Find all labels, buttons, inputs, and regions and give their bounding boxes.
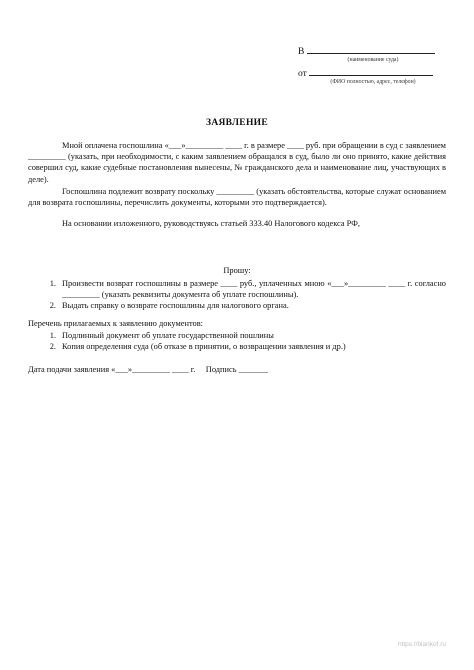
attachment-item bbox=[28, 330, 446, 341]
attachments-list bbox=[28, 330, 446, 352]
signature-date-line: Дата подачи заявления «___»_________ ____ г. Подпись _______ bbox=[28, 365, 268, 374]
sender-note: (ФИО полностью, адрес, телефон) bbox=[330, 79, 416, 85]
sender-line bbox=[298, 67, 438, 79]
paragraph-grounds: Госпошлина подлежит возврату поскольку _________ (указать обстоятельства, которые служат основанием для возврата госпошлины, перечислить документы, которыми это подтверждается). bbox=[28, 187, 446, 208]
addressee-label: В bbox=[298, 47, 305, 57]
request-item-text: Произвести возврат госпошлины в размере ____ руб., уплаченных мною «___»_________ ____ г. согласно _________ (указать реквизиты документа об уплате госпошлины). bbox=[62, 279, 446, 300]
addressee-line bbox=[298, 45, 438, 57]
attachment-item-number: 2. bbox=[49, 342, 56, 352]
attachment-item bbox=[28, 341, 446, 352]
request-heading: Прошу: bbox=[223, 266, 251, 275]
attachments-heading: Перечень прилагаемых к заявлению документов: bbox=[28, 319, 203, 328]
sender-blank bbox=[309, 67, 433, 76]
addressee-blank bbox=[307, 45, 435, 54]
request-list bbox=[28, 278, 446, 312]
attachment-item-text: Подлинный документ об уплате государственной пошлины bbox=[62, 331, 274, 340]
request-item-number: 1. bbox=[49, 279, 56, 288]
paragraph-legal-basis: На основании изложенного, руководствуясь статьей 333.40 Налогового кодекса РФ, bbox=[62, 219, 360, 228]
request-item bbox=[28, 300, 446, 311]
document-title: ЗАЯВЛЕНИЕ bbox=[206, 118, 268, 128]
addressee-note: (наименование суда) bbox=[347, 57, 399, 63]
request-item-text: Выдать справку о возврате госпошлины для налогового органа. bbox=[62, 301, 289, 311]
request-item bbox=[28, 278, 446, 300]
paragraph-payment: Мной оплачена госпошлина «___»_________ ____ г. в размере ____ руб. при обращении в суд с заявлением _________ (указать, при необходимости, с каким заявлением обращался в суд, было ли оно принято, какие действия совершил суд, какие судебные постановления вынесены, № гражданского дела и наименование лиц, участвующих в деле). bbox=[28, 141, 446, 184]
attachment-item-text: Копия определения суда (об отказе в принятии, о возвращении заявления и др.) bbox=[62, 342, 346, 352]
watermark-url: https://blankof.ru bbox=[397, 641, 446, 648]
sender-label: от bbox=[298, 69, 307, 79]
attachment-item-number: 1. bbox=[49, 331, 56, 340]
request-item-number: 2. bbox=[49, 301, 56, 311]
